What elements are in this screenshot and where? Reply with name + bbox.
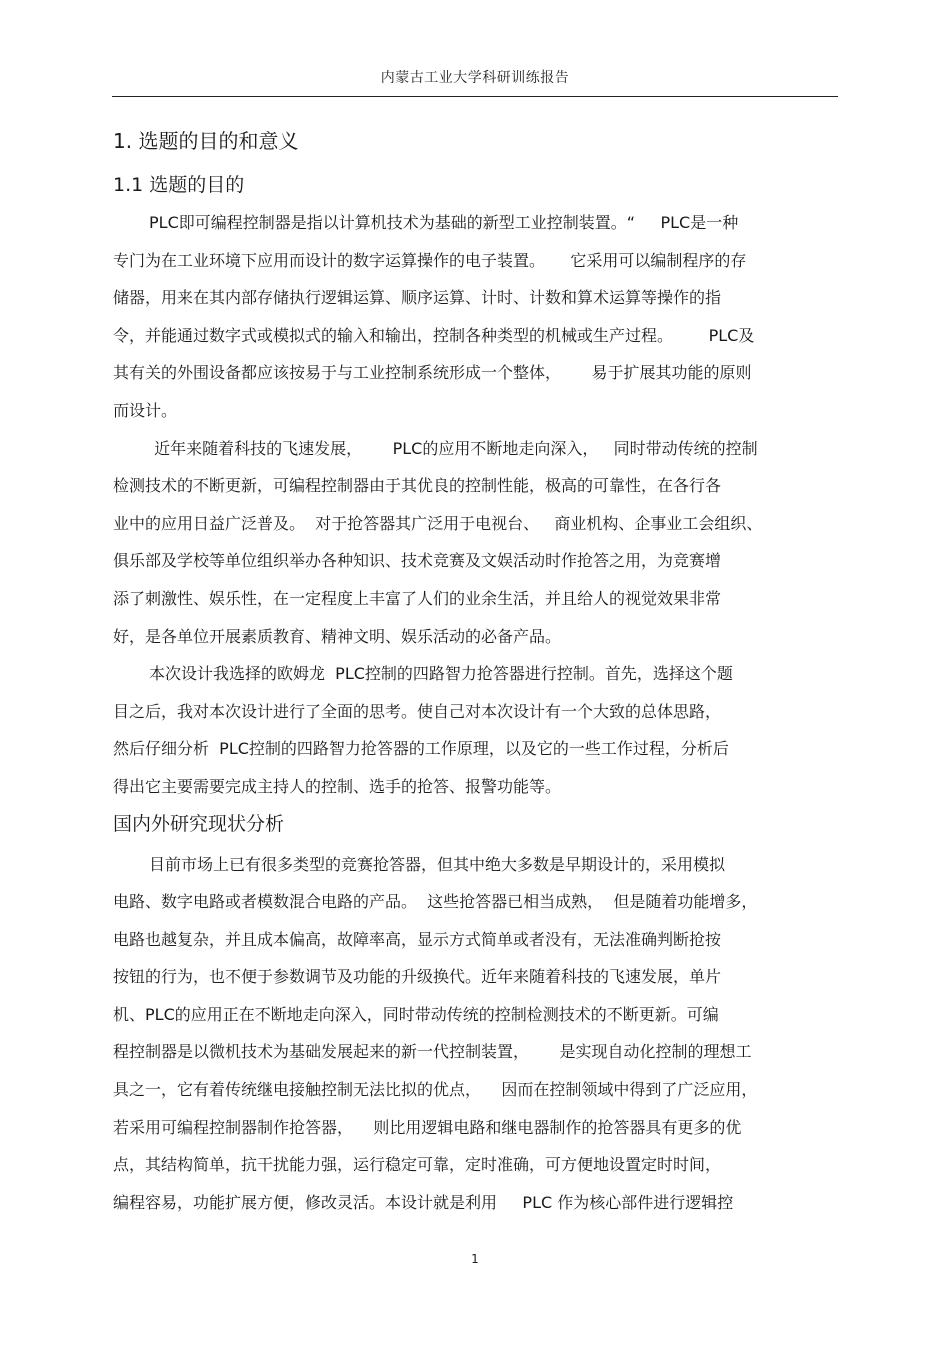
- text-line: 检测技术的不断更新，可编程控制器由于其优良的控制性能，极高的可靠性，在各行各: [113, 476, 722, 496]
- text-line: 机、PLC的应用正在不断地走向深入，同时带动传统的控制检测技术的不断更新。可编: [113, 1004, 719, 1024]
- text-line: 具之一，它有着传统继电接触控制无法比拟的优点， 因而在控制领域中得到了广泛应用，: [113, 1080, 758, 1100]
- text-line: 令，并能通过数字式或模拟式的输入和输出，控制各种类型的机械或生产过程。 PLC及: [113, 325, 755, 345]
- text-line: 得出它主要需要完成主持人的控制、选手的抢答、报警功能等。: [113, 776, 562, 796]
- text-line: 按钮的行为，也不便于参数调节及功能的升级换代。近年来随着科技的飞速发展，单片: [113, 967, 722, 987]
- paragraph-recent-development: [113, 430, 837, 656]
- text-line: 俱乐部及学校等单位组织举办各种知识、技术竞赛及文娱活动时作抢答之用，为竞赛增: [113, 551, 722, 571]
- page-body: [113, 118, 837, 1221]
- text-line: 电路、数字电路或者模数混合电路的产品。 这些抢答器已相当成熟， 但是随着功能增多，: [113, 892, 758, 912]
- text-line: 然后仔细分析 PLC控制的四路智力抢答器的工作原理，以及它的一些工作过程，分析后: [113, 739, 729, 759]
- text-line: 储器，用来在其内部存储执行逻辑运算、顺序运算、计时、计数和算术运算等操作的指: [113, 288, 722, 308]
- text-line: 本次设计我选择的欧姆龙 PLC控制的四路智力抢答器进行控制。首先，选择这个题: [149, 664, 733, 684]
- section-heading: 1. 选题的目的和意义: [113, 129, 299, 153]
- text-line: 好，是各单位开展素质教育、精神文明、娱乐活动的必备产品。: [113, 626, 562, 646]
- paragraph-design-choice: [113, 655, 837, 805]
- text-line: 其有关的外围设备都应该按易于与工业控制系统形成一个整体， 易于扩展其功能的原则: [113, 363, 752, 383]
- page-number: 1: [471, 1252, 479, 1266]
- text-line: 而设计。: [113, 400, 178, 420]
- text-line: 若采用可编程控制器制作抢答器， 则比用逻辑电路和继电器制作的抢答器具有更多的优: [113, 1117, 742, 1137]
- text-line: 目前市场上已有很多类型的竞赛抢答器，但其中绝大多数是早期设计的，采用模拟: [149, 854, 726, 874]
- text-line: 编程容易，功能扩展方便，修改灵活。本设计就是利用 PLC 作为核心部件进行逻辑控: [113, 1192, 734, 1212]
- text-line: 业中的应用日益广泛普及。 对于抢答器其广泛用于电视台、 商业机构、企事业工会组织、: [113, 513, 763, 533]
- subsection-heading: 1.1 选题的目的: [113, 174, 245, 196]
- text-line: 近年来随着科技的飞速发展， PLC的应用不断地走向深入， 同时带动传统的控制: [149, 438, 758, 458]
- text-line: 专门为在工业环境下应用而设计的数字运算操作的电子装置。 它采用可以编制程序的存: [113, 250, 747, 270]
- text-line: PLC即可编程控制器是指以计算机技术为基础的新型工业控制装置。“ PLC是一种: [149, 213, 739, 232]
- page-header: [112, 64, 838, 97]
- text-line: 添了刺激性、娱乐性，在一定程度上丰富了人们的业余生活，并且给人的视觉效果非常: [113, 588, 722, 608]
- section-heading-status: 国内外研究现状分析: [113, 812, 285, 835]
- text-line: 电路也越复杂，并且成本偏高，故障率高，显示方式简单或者没有，无法准确判断抢按: [113, 929, 722, 949]
- text-line: 目之后，我对本次设计进行了全面的思考。使自己对本次设计有一个大致的总体思路，: [113, 701, 722, 721]
- paragraph-research-status: [113, 846, 837, 1222]
- paragraph-plc-definition: [113, 204, 837, 430]
- text-line: 点，其结构简单，抗干扰能力强，运行稳定可靠，定时准确，可方便地设置定时时间，: [113, 1155, 722, 1175]
- header-title: 内蒙古工业大学科研训练报告: [380, 70, 570, 86]
- text-line: 程控制器是以微机技术为基础发展起来的新一代控制装置， 是实现自动化控制的理想工: [113, 1042, 752, 1062]
